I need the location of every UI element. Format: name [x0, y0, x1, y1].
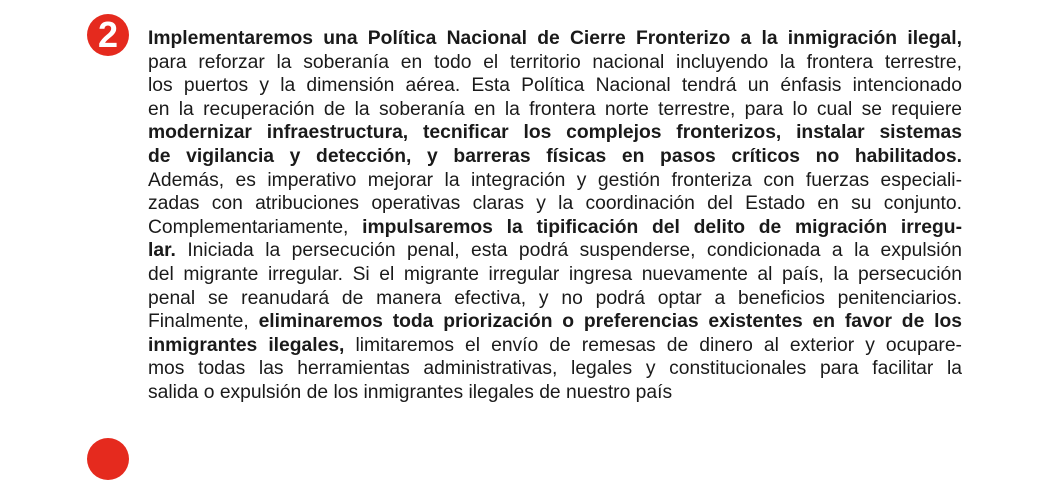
paragraph-line	[148, 74, 962, 98]
paragraph-line	[148, 98, 962, 122]
red-circle-badge-icon	[87, 438, 129, 480]
paragraph-line	[148, 310, 962, 334]
bold-text: lar.	[148, 240, 176, 262]
bold-text: Implementaremos una Política Nacional de Cierre Fronterizo a la inmigración ilegal,	[148, 28, 962, 49]
body-text: Finalmente,	[148, 311, 259, 333]
item-paragraph	[148, 27, 962, 405]
paragraph-line	[148, 145, 962, 169]
body-text: penal se reanudará de manera efectiva, y no podrá optar a beneficios penitenciarios.	[148, 287, 962, 309]
body-text: salida o expulsión de los inmigrantes ilegales de nuestro país	[148, 381, 673, 403]
paragraph-line	[148, 121, 962, 145]
item-number-badge: 2	[87, 14, 129, 56]
body-text: limitaremos el envío de remesas de dinero al exterior y ocupare-	[344, 334, 962, 356]
bold-text: de vigilancia y detección, y barreras físicas en pasos críticos no habilitados.	[148, 145, 962, 167]
paragraph-line	[148, 51, 962, 75]
body-text: para reforzar la soberanía en todo el territorio nacional incluyendo la frontera terrestre,	[148, 51, 962, 73]
paragraph-line	[148, 216, 962, 240]
body-text: Iniciada la persecución penal, esta podrá suspenderse, condicionada a la expulsión	[175, 240, 962, 262]
paragraph-line	[148, 169, 962, 193]
paragraph-line	[148, 357, 962, 381]
bold-text: impulsaremos la tipificación del delito de migración irregu-	[362, 216, 962, 238]
paragraph-line	[148, 287, 962, 311]
paragraph-line	[148, 192, 962, 216]
body-text: del migrante irregular. Si el migrante irregular ingresa nuevamente al país, la persecución	[148, 263, 962, 285]
bold-text: eliminaremos toda priorización o preferencias existentes en favor de los	[258, 311, 962, 333]
bold-text: inmigrantes ilegales,	[148, 334, 345, 356]
paragraph-line	[148, 27, 962, 51]
paragraph-line	[148, 263, 962, 287]
body-text: Además, es imperativo mejorar la integración y gestión fronteriza con fuerzas especiali-	[148, 169, 962, 191]
body-text: Complementariamente,	[148, 216, 363, 238]
paragraph-line	[148, 381, 962, 405]
body-text: en la recuperación de la soberanía en la frontera norte terrestre, para lo cual se requiere	[148, 98, 962, 120]
body-text: mos todas las herramientas administrativas, legales y constitucionales para facilitar la	[148, 358, 962, 380]
paragraph-line	[148, 239, 962, 263]
body-text: los puertos y la dimensión aérea. Esta Política Nacional tendrá un énfasis intencionado	[148, 75, 962, 97]
body-text: zadas con atribuciones operativas claras y la coordinación del Estado en su conjunto.	[148, 193, 962, 215]
bold-text: modernizar infraestructura, tecnificar los complejos fronterizos, instalar sistemas	[148, 122, 962, 144]
paragraph-line	[148, 334, 962, 358]
